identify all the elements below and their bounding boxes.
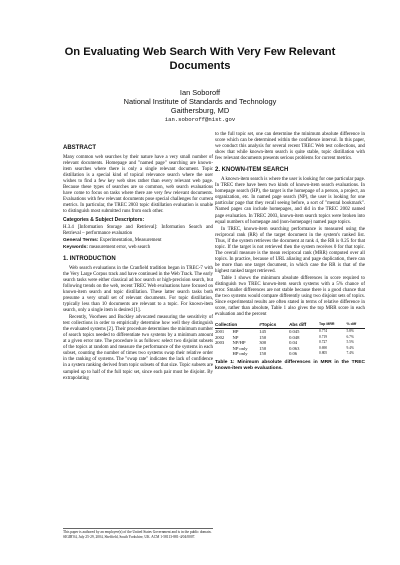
table-header-pctdiff: % diff: [346, 322, 365, 328]
abstract-heading: ABSTRACT: [63, 145, 96, 151]
table-cell: 5.5%: [346, 340, 354, 345]
introduction-heading: 1. INTRODUCTION: [63, 255, 116, 262]
table-cell: 150: [259, 334, 267, 340]
table-cell: 9.4%: [346, 345, 354, 350]
known-item-heading: 2. KNOWN-ITEM SEARCH: [215, 167, 289, 174]
introduction-paragraph-1: Web search evaluations in the Cranfield tradition began in TREC-7 with the Very Large Corpus track and have continued in the Web Track. The early search tasks were either classical ad hoc search or high-precision search, but following trends on the web, recent TREC Web evaluations have focused on known-item search and topic distillation. These latter search tasks both presume a very small set of relevant documents. For topic distillation, typically less than 10 documents are relevant to a topic. For known-item search, only a single item is desired [1].: [63, 265, 213, 314]
introduction-paragraph-2: Recently, Voorhees and Buckley advocated measuring the sensitivity of test collections in order to empirically determine how well they distinguish the evaluated systems [2]. Their procedure determines the minimum number of search topics needed to differentiate two systems by a minimum amount at a given error rate. The procedure is as follows: select two disjoint subsets of the topics at random and measure the performance of the systems in each subset, counting the number of times two systems swap their relative order in the ranking of systems. The "swap rate" indicates the lack of confidence in a system ranking derived from topic subsets of that size. Topic subsets are sampled up to half of the full topic set, since each pair must be disjoint. By extrapolating: [63, 315, 213, 381]
table-cell: 150: [259, 351, 267, 357]
known-item-paragraph-2: In TREC, known-item searching performance is measured using the reciprocal rank (RR) of the target document in the system's ranked list. Thus, if the system retrieves the document at rank 4, the RR is 0.25 for that topic. If the target is not retrieved then the system receives 0 for that topic. The overall measure is the mean reciprocal rank (MRR) computed over all topics. In practice, because of URL aliasing and page duplication, there can be more than one target document, in which case the RR is that of the highest ranked target retrieved.: [215, 226, 365, 274]
table-cell: 0.04: [289, 340, 298, 346]
right-paragraph-0: to the full topic set, one can determine the minimum absolute difference in score which can be determined within the confidence interval. In this paper, we conduct this analysis for several recent TREC Web test collections, and show that while known-item search is quite stable, topic distillation with few relevant documents presents serious problems for current metrics.: [215, 132, 365, 162]
table-cell: 7.4%: [346, 351, 354, 356]
table-cell: NP: [232, 334, 239, 340]
author-name: Ian Soboroff: [179, 88, 221, 97]
table-cell: 0.045: [289, 328, 300, 334]
author-block: [60, 88, 340, 124]
general-terms-text: Experimentation, Measurement: [99, 237, 162, 243]
author-location: Gaithersburg, MD: [170, 106, 230, 115]
table-cell: 0.06: [289, 351, 298, 357]
table-cell: 150: [259, 345, 267, 351]
table-1: [215, 322, 365, 357]
table-cell: 145: [259, 328, 267, 334]
abstract-text: Many common web searches by their nature have a very small number of relevant documents. Homepage and "named page" searching are known-item searches where there is only a single relevant document. Topic distillation is a special kind of topical relevance search where the user wishes to find a few key web sites rather than every relevant web page. Because these types of searches are so common, web search evaluations have come to focus on tasks where there are very few relevant documents. Evaluations with few relevant documents pose special challenges for current metrics. In particular, the TREC 2003 topic distillation evaluation is unable to distinguish most submitted runs from each other.: [63, 155, 213, 215]
table-cell: 0.063: [289, 345, 300, 351]
table-cell: 300: [259, 340, 267, 346]
categories-heading: Categories & Subject Descriptors:: [63, 217, 145, 224]
table-cell: 0.690: [319, 345, 328, 350]
table-cell: NP only: [232, 345, 248, 351]
table-1-caption: Table 1: Minimum absolute differences in MRR in the TREC known-item web evaluations.: [215, 359, 365, 371]
table-cell: 6.7%: [346, 334, 354, 339]
table-cell: 0.805: [319, 351, 328, 356]
table-cell: 0.774: [319, 328, 328, 333]
paper-title: On Evaluating Web Search With Very Few Relevant Documents: [64, 46, 336, 72]
table-cell: 0.719: [319, 334, 328, 339]
categories-text: H.3.4 [Information Storage and Retrieval]: Information Search and Retrieval – performance evaluation: [63, 224, 213, 236]
table-header-absdiff: Abs diff: [289, 322, 319, 328]
table-header-topics: #Topics: [259, 322, 289, 328]
table-cell: [215, 351, 233, 357]
right-column: [215, 132, 365, 372]
general-terms: [63, 238, 213, 244]
table-cell: HP: [232, 328, 239, 334]
table-cell: 2002: [215, 334, 225, 340]
table-cell: HP only: [232, 351, 248, 357]
table-header-topmrr: Top MRR: [319, 322, 346, 328]
keywords: [63, 245, 213, 251]
table-header-collection: Collection: [215, 322, 259, 328]
copyright-footnote: This paper is authored by an employee(s) of the United States Government and is in the public domain. SIGIR'04, July 25-29, 2004, Sheffield, South Yorkshire, UK. ACM 1-58113-881-4/04/0007.: [63, 530, 212, 539]
author-affiliation: National Institute of Standards and Technology: [123, 97, 277, 106]
known-item-paragraph-3: Table 1 shows the minimum absolute differences in score required to distinguish two TREC known-item search systems with a 5% chance of error. Smaller differences are not stable because there is a good chance that the two systems would compare differently using two disjoint sets of topics. Since experimental results are often stated in terms of relative difference in score, rather than absolute, Table 1 also gives the top MRR score in each evaluation and the percent: [215, 275, 365, 318]
table-cell: 0.727: [319, 340, 328, 345]
left-column: [63, 140, 213, 383]
table-cell: 2001: [215, 328, 225, 334]
keywords-text: measurement error, web search: [89, 244, 151, 250]
known-item-paragraph-1: A known-item search is where the user is looking for one particular page. In TREC there have been two kinds of known-item search evaluations. In homepage search (HP), the target is the homepage of a person, a project, an organization, etc. In named page search (NP), the user is looking for one particular page that they recall seeing before, a sort of "mental bookmark". Named pages can include homepages, and did in the TREC 2002 named page evaluation. In TREC 2003, known-item search topics were broken into equal numbers of homepage and (non-homepage) named page topics.: [215, 177, 365, 225]
table-cell: 0.048: [289, 334, 300, 340]
table-cell: 2003: [215, 340, 225, 346]
table-row: [215, 351, 365, 357]
keywords-label: Keywords:: [63, 244, 89, 250]
table-cell: NP/HP: [232, 340, 246, 346]
author-email: ian.soboroff@nist.gov: [164, 116, 236, 123]
general-terms-label: General Terms:: [63, 237, 99, 243]
table-cell: 5.8%: [346, 328, 354, 333]
